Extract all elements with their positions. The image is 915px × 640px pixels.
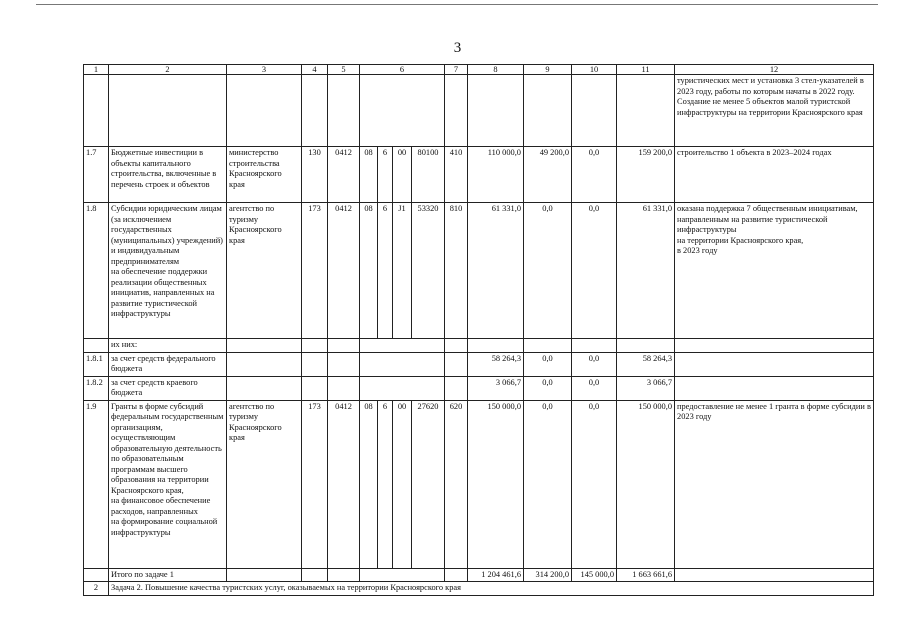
vr-code: 410 xyxy=(445,147,468,203)
amount-2024: 0,0 xyxy=(524,352,572,376)
amount-2024: 0,0 xyxy=(524,400,572,568)
subtotal-2024: 314 200,0 xyxy=(524,568,572,582)
table-row xyxy=(84,352,874,376)
row-result: оказана поддержка 7 общественным инициативам, направленным на развитие туристической инфраструктуры на территории Красноярского края, в 2023 году xyxy=(675,203,874,339)
task-title: Задача 2. Повышение качества туристских услуг, оказываемых на территории Красноярского края xyxy=(109,582,874,596)
amount-2025: 0,0 xyxy=(572,352,617,376)
including-label: их них: xyxy=(109,339,227,353)
row-result: предоставление не менее 1 гранта в форме субсидии в 2023 году xyxy=(675,400,874,568)
csr-part-3: 00 xyxy=(393,400,412,568)
subtotal-2025: 145 000,0 xyxy=(572,568,617,582)
amount-2023: 110 000,0 xyxy=(468,147,524,203)
col-header-8: 8 xyxy=(468,65,524,75)
amount-sum: 61 331,0 xyxy=(617,203,675,339)
amount-sum: 159 200,0 xyxy=(617,147,675,203)
amount-2024: 0,0 xyxy=(524,376,572,400)
table-row xyxy=(84,400,874,568)
row-name: за счет средств краевого бюджета xyxy=(109,376,227,400)
csr-part-2: 6 xyxy=(378,147,393,203)
row-organization: агентство по туризму Красноярского края xyxy=(227,400,302,568)
csr-part-1: 08 xyxy=(360,203,378,339)
col-header-6: 6 xyxy=(360,65,445,75)
amount-sum: 3 066,7 xyxy=(617,376,675,400)
col-header-12: 12 xyxy=(675,65,874,75)
csr-part-3: J1 xyxy=(393,203,412,339)
amount-2023: 3 066,7 xyxy=(468,376,524,400)
grbs-code: 130 xyxy=(302,147,328,203)
col-header-1: 1 xyxy=(84,65,109,75)
amount-sum: 58 264,3 xyxy=(617,352,675,376)
row-number: 1.8.2 xyxy=(84,376,109,400)
csr-part-3: 00 xyxy=(393,147,412,203)
csr-part-4: 53320 xyxy=(412,203,445,339)
page-number: 3 xyxy=(453,40,462,56)
table-row xyxy=(84,376,874,400)
col-header-3: 3 xyxy=(227,65,302,75)
rzpr-code: 0412 xyxy=(328,147,360,203)
csr-part-1: 08 xyxy=(360,400,378,568)
csr-part-2: 6 xyxy=(378,400,393,568)
grbs-code: 173 xyxy=(302,400,328,568)
subtotal-label: Итого по задаче 1 xyxy=(109,568,227,582)
table-row xyxy=(84,582,874,596)
amount-sum: 150 000,0 xyxy=(617,400,675,568)
row-organization: министерство строительства Красноярского края xyxy=(227,147,302,203)
continued-result-cell: туристических мест и установка 3 стел-указателей в 2023 году, работы по которым начаты в 2022 году. Создание не менее 5 объектов малой туристской инфраструктуры на территории Красноярского края xyxy=(675,75,874,147)
csr-part-4: 27620 xyxy=(412,400,445,568)
col-header-5: 5 xyxy=(328,65,360,75)
task-number: 2 xyxy=(84,582,109,596)
amount-2023: 61 331,0 xyxy=(468,203,524,339)
row-name: Гранты в форме субсидий федеральным государственным организациям, осуществляющим образовательную деятельность по образовательным программам высшего образования на территории Красноярского края, на финансовое обеспечение расходов, направленных на формирование социальной инфраструктуры xyxy=(109,400,227,568)
col-header-7: 7 xyxy=(445,65,468,75)
vr-code: 810 xyxy=(445,203,468,339)
subtotal-sum: 1 663 661,6 xyxy=(617,568,675,582)
row-name: за счет средств федерального бюджета xyxy=(109,352,227,376)
table-row xyxy=(84,147,874,203)
table-row xyxy=(84,339,874,353)
amount-2024: 0,0 xyxy=(524,203,572,339)
col-header-10: 10 xyxy=(572,65,617,75)
amount-2025: 0,0 xyxy=(572,203,617,339)
row-number: 1.9 xyxy=(84,400,109,568)
col-header-9: 9 xyxy=(524,65,572,75)
table-row xyxy=(84,568,874,582)
col-header-11: 11 xyxy=(617,65,675,75)
row-number: 1.8 xyxy=(84,203,109,339)
subtotal-2023: 1 204 461,6 xyxy=(468,568,524,582)
csr-part-4: 80100 xyxy=(412,147,445,203)
table-row xyxy=(84,75,874,147)
amount-2025: 0,0 xyxy=(572,147,617,203)
grbs-code: 173 xyxy=(302,203,328,339)
amount-2025: 0,0 xyxy=(572,376,617,400)
row-organization: агентство по туризму Красноярского края xyxy=(227,203,302,339)
column-number-row xyxy=(84,65,874,75)
row-result: строительство 1 объекта в 2023–2024 годах xyxy=(675,147,874,203)
row-number: 1.8.1 xyxy=(84,352,109,376)
row-name: Бюджетные инвестиции в объекты капитального строительства, включенные в перечень строек и объектов xyxy=(109,147,227,203)
rzpr-code: 0412 xyxy=(328,400,360,568)
csr-part-1: 08 xyxy=(360,147,378,203)
csr-part-2: 6 xyxy=(378,203,393,339)
row-name: Субсидии юридическим лицам (за исключением государственных (муниципальных) учреждений) и индивидуальным предпринимателям на обеспечение поддержки реализации общественных инициатив, направленных на развитие туристической инфраструктуры xyxy=(109,203,227,339)
row-number: 1.7 xyxy=(84,147,109,203)
amount-2025: 0,0 xyxy=(572,400,617,568)
top-rule xyxy=(36,4,878,5)
rzpr-code: 0412 xyxy=(328,203,360,339)
col-header-2: 2 xyxy=(109,65,227,75)
budget-table xyxy=(83,64,874,596)
col-header-4: 4 xyxy=(302,65,328,75)
vr-code: 620 xyxy=(445,400,468,568)
amount-2023: 58 264,3 xyxy=(468,352,524,376)
amount-2024: 49 200,0 xyxy=(524,147,572,203)
table-row xyxy=(84,203,874,339)
amount-2023: 150 000,0 xyxy=(468,400,524,568)
